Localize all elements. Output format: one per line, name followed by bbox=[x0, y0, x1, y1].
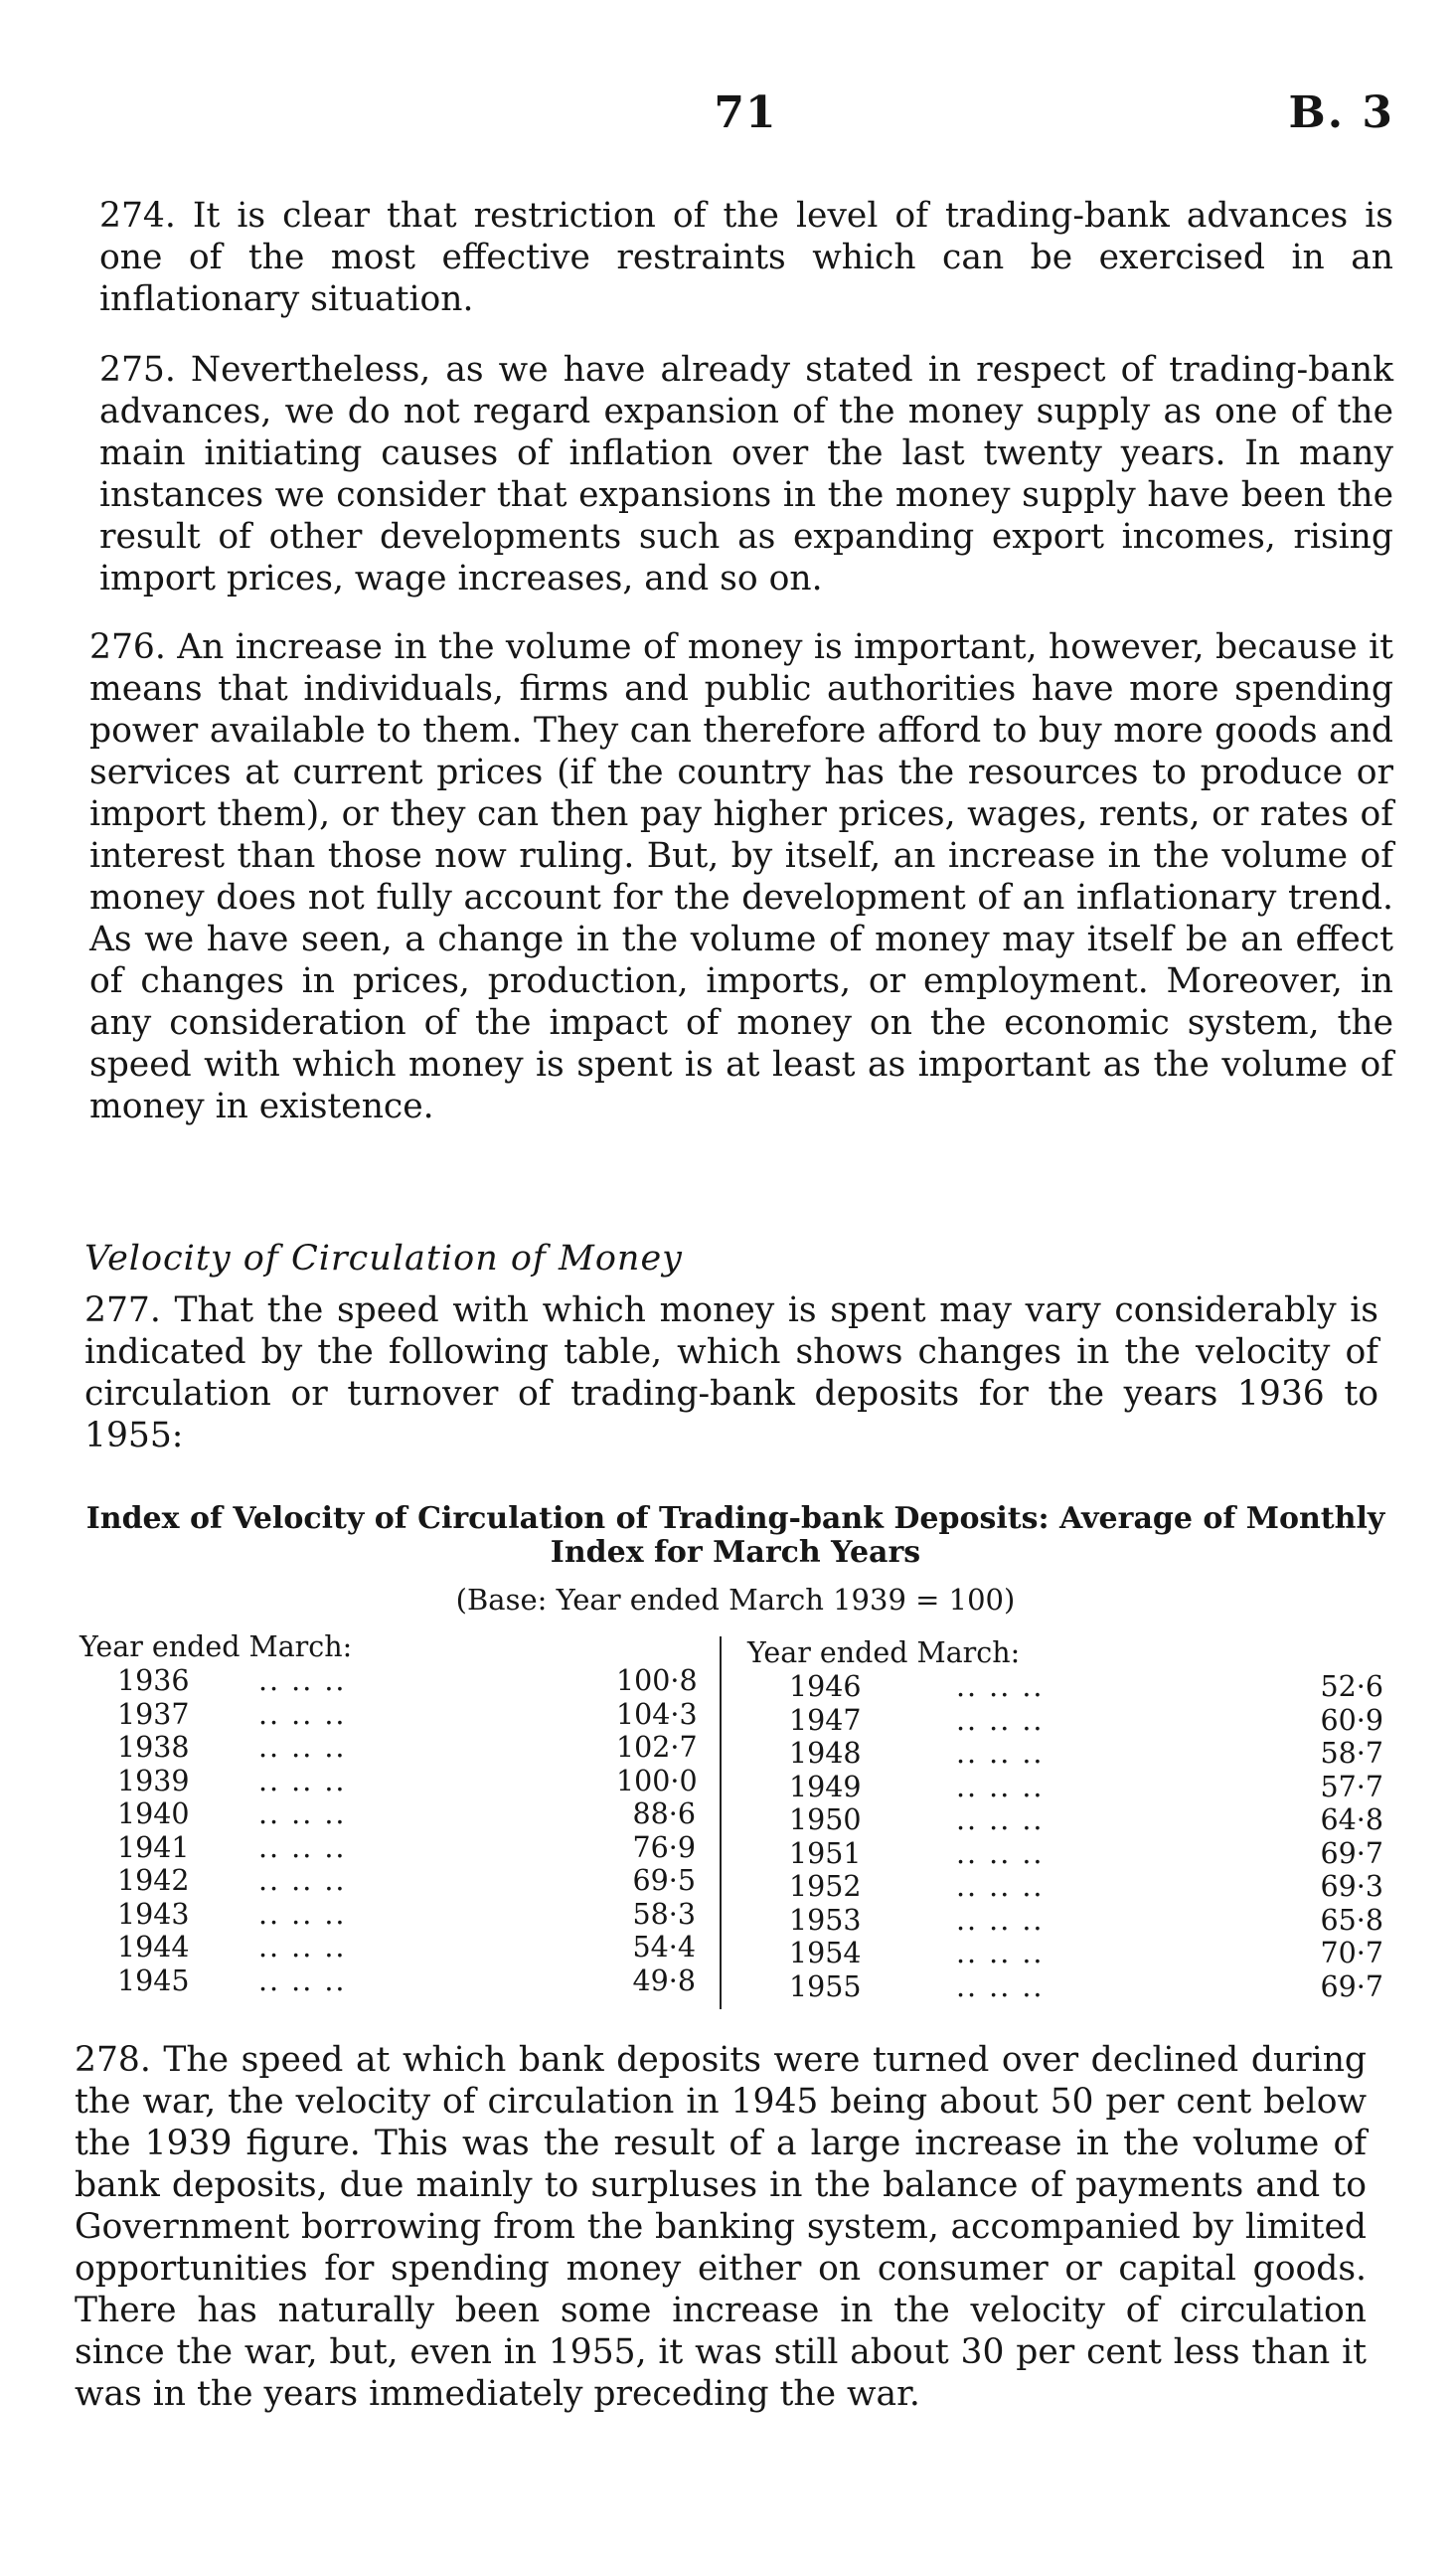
table-row bbox=[80, 1698, 696, 1732]
row-value: 100·8 bbox=[616, 1664, 698, 1697]
row-leader-dots: .. .. .. bbox=[956, 1803, 1045, 1836]
paragraph-275: 275. Nevertheless, as we have already stated in respect of trading-bank advances, we do not regard expansion of the money supply as one of the main initiating causes of inflation over the last twenty years. In many instances we consider that expansions in the money supply have been the result of other developments such as expanding export incomes, rising import prices, wage increases, and so on. bbox=[99, 350, 1393, 598]
table-row bbox=[80, 1664, 696, 1698]
row-value: 70·7 bbox=[1320, 1937, 1383, 1969]
table-row bbox=[747, 1904, 1383, 1938]
row-value: 69·7 bbox=[1320, 1836, 1383, 1870]
row-leader-dots: .. .. .. bbox=[258, 1764, 347, 1797]
row-value: 88·6 bbox=[632, 1797, 696, 1830]
document-reference: B. 3 bbox=[1288, 87, 1394, 138]
table-row bbox=[80, 1731, 696, 1765]
row-leader-dots: .. .. .. bbox=[956, 1937, 1045, 1969]
row-year: 1949 bbox=[789, 1770, 862, 1803]
row-value: 69·7 bbox=[1320, 1969, 1383, 2003]
row-year: 1948 bbox=[789, 1737, 862, 1770]
table-row bbox=[747, 1737, 1383, 1771]
table-left-column bbox=[80, 1630, 696, 1997]
row-leader-dots: .. .. .. bbox=[956, 1870, 1045, 1903]
table-row bbox=[747, 1870, 1383, 1904]
page-number: 71 bbox=[714, 87, 777, 138]
row-leader-dots: .. .. .. bbox=[258, 1697, 347, 1731]
row-leader-dots: .. .. .. bbox=[258, 1797, 347, 1830]
table-row bbox=[747, 1937, 1383, 1970]
row-value: 69·3 bbox=[1320, 1870, 1383, 1903]
row-leader-dots: .. .. .. bbox=[956, 1703, 1045, 1737]
row-year: 1937 bbox=[117, 1697, 190, 1731]
row-year: 1938 bbox=[117, 1731, 190, 1764]
row-year: 1943 bbox=[117, 1897, 190, 1931]
row-year: 1951 bbox=[789, 1836, 862, 1870]
row-value: 57·7 bbox=[1320, 1770, 1383, 1803]
table-row bbox=[747, 1670, 1383, 1704]
row-leader-dots: .. .. .. bbox=[956, 1836, 1045, 1870]
row-year: 1939 bbox=[117, 1764, 190, 1797]
paragraph-278: 278. The speed at which bank deposits were turned over declined during the war, the velocity of circulation in 1945 being about 50 per cent below the 1939 figure. This was the result of a large increase in the volume of bank deposits, due mainly to surpluses in the balance of payments and to Government borrowing from the banking system, accompanied by limited opportunities for spending money either on consumer or capital goods. There has naturally been some increase in the velocity of circulation since the war, but, even in 1955, it was still about 30 per cent less than it was in the years immediately preceding the war. bbox=[75, 2040, 1367, 2414]
table-row bbox=[80, 1765, 696, 1798]
row-year: 1942 bbox=[117, 1864, 190, 1897]
table-row bbox=[747, 1970, 1383, 2004]
row-value: 58·3 bbox=[632, 1897, 696, 1931]
row-year: 1947 bbox=[789, 1703, 862, 1737]
row-year: 1946 bbox=[789, 1670, 862, 1703]
row-leader-dots: .. .. .. bbox=[258, 1864, 347, 1897]
row-value: 60·9 bbox=[1320, 1703, 1383, 1737]
row-value: 100·0 bbox=[616, 1764, 698, 1797]
table-row bbox=[80, 1931, 696, 1964]
row-value: 65·8 bbox=[1320, 1903, 1383, 1937]
row-year: 1944 bbox=[117, 1931, 190, 1963]
row-leader-dots: .. .. .. bbox=[956, 1737, 1045, 1770]
row-value: 54·4 bbox=[632, 1931, 696, 1963]
row-value: 58·7 bbox=[1320, 1737, 1383, 1770]
paragraph-276: 276. An increase in the volume of money is important, however, because it means that individuals, firms and public authorities have more spending power available to them. They can therefore afford to buy more goods and services at current prices (if the country has the resources to produce or import them), or they can then pay higher prices, wages, rents, or rates of interest than those now ruling. But, by itself, an increase in the volume of money does not fully account for the development of an inflationary trend. As we have seen, a change in the volume of money may itself be an effect of changes in prices, production, imports, or employment. Moreover, in any consideration of the impact of money on the economic system, the speed with which money is spent is at least as important as the volume of money in existence. bbox=[89, 627, 1393, 1126]
row-year: 1945 bbox=[117, 1963, 190, 1997]
row-leader-dots: .. .. .. bbox=[258, 1731, 347, 1764]
row-leader-dots: .. .. .. bbox=[258, 1830, 347, 1864]
row-value: 69·5 bbox=[632, 1864, 696, 1897]
row-leader-dots: .. .. .. bbox=[258, 1963, 347, 1997]
row-year: 1950 bbox=[789, 1803, 862, 1836]
right-column-header: Year ended March: bbox=[747, 1636, 1021, 1669]
table-row bbox=[747, 1704, 1383, 1738]
table-row bbox=[80, 1831, 696, 1865]
row-year: 1940 bbox=[117, 1797, 190, 1830]
row-value: 49·8 bbox=[632, 1963, 696, 1997]
row-value: 102·7 bbox=[616, 1731, 698, 1764]
table-title: Index of Velocity of Circulation of Trading-bank Deposits: Average of Monthly Index for March Years bbox=[85, 1501, 1385, 1570]
row-leader-dots: .. .. .. bbox=[258, 1664, 347, 1697]
table-row bbox=[747, 1803, 1383, 1837]
table-row bbox=[80, 1797, 696, 1831]
left-column-header: Year ended March: bbox=[80, 1630, 353, 1663]
row-leader-dots: .. .. .. bbox=[956, 1969, 1045, 2003]
row-leader-dots: .. .. .. bbox=[258, 1897, 347, 1931]
table-row bbox=[80, 1864, 696, 1898]
row-value: 64·8 bbox=[1320, 1803, 1383, 1836]
table-right-column bbox=[747, 1636, 1383, 2003]
row-value: 52·6 bbox=[1320, 1670, 1383, 1703]
row-leader-dots: .. .. .. bbox=[258, 1931, 347, 1963]
page-header bbox=[0, 87, 1456, 157]
paragraph-274: 274. It is clear that restriction of the level of trading-bank advances is one of the most effective restraints which can be exercised in an inflationary situation. bbox=[99, 196, 1393, 319]
table-base-note: (Base: Year ended March 1939 = 100) bbox=[455, 1583, 1016, 1617]
row-year: 1954 bbox=[789, 1937, 862, 1969]
row-year: 1936 bbox=[117, 1664, 190, 1697]
row-year: 1955 bbox=[789, 1969, 862, 2003]
row-value: 76·9 bbox=[632, 1830, 696, 1864]
section-heading: Velocity of Circulation of Money bbox=[84, 1239, 683, 1279]
table-row bbox=[80, 1964, 696, 1998]
table-row bbox=[80, 1898, 696, 1932]
column-divider bbox=[720, 1636, 722, 2009]
row-leader-dots: .. .. .. bbox=[956, 1903, 1045, 1937]
paragraph-277: 277. That the speed with which money is spent may vary considerably is indicated by the following table, which shows changes in the velocity of circulation or turnover of trading-bank deposits for the years 1936 to 1955: bbox=[84, 1290, 1378, 1455]
table-row bbox=[747, 1837, 1383, 1871]
row-leader-dots: .. .. .. bbox=[956, 1770, 1045, 1803]
row-value: 104·3 bbox=[616, 1697, 698, 1731]
row-year: 1953 bbox=[789, 1903, 862, 1937]
row-year: 1952 bbox=[789, 1870, 862, 1903]
row-leader-dots: .. .. .. bbox=[956, 1670, 1045, 1703]
table-row bbox=[747, 1771, 1383, 1804]
row-year: 1941 bbox=[117, 1830, 190, 1864]
